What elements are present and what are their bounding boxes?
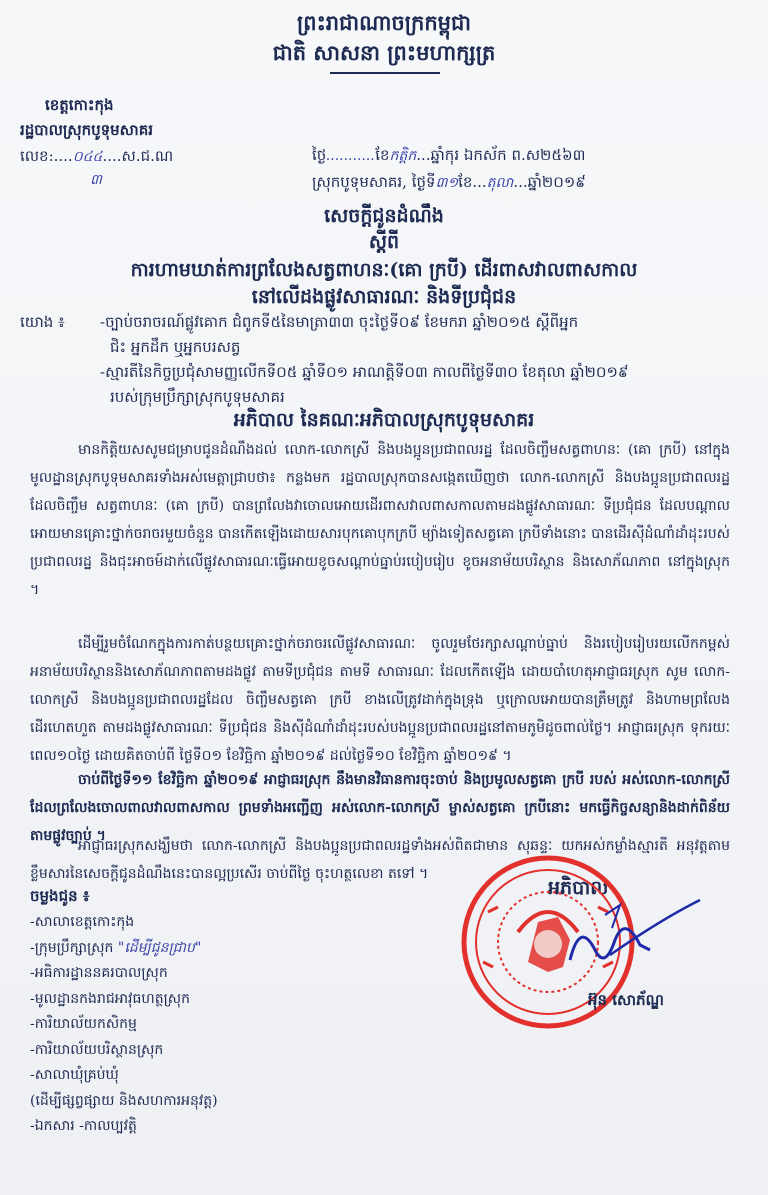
list-item: -អធិការដ្ឋាននគរបាលស្រុក	[30, 965, 168, 981]
list-item: -ក្រុមប្រឹក្សាស្រុក "ដើម្បីជូនជ្រាប"	[30, 939, 202, 956]
paragraph-3: ចាប់ពីថ្ងៃទី១១ ខែវិច្ឆិកា ឆ្នាំ២០១៩ អាជ្ញាធរស្រុក នឹងមានវិធានការចុះចាប់ និងប្រមូលសត្វគោ ក្របី របស់ អស់លោក-លោកស្រីដែលព្រលែងចោលពាលវាលពាសកាល ព្រមទាំងអញ្ជើញ អស់លោក-លោកស្រី ម្ចាស់សត្វគោ ក្របីនោះ មកធ្វើកិច្ចសន្យានិងដាក់ពិន័យតាមផ្លូវច្បាប់ ។	[30, 772, 730, 844]
notice-title: សេចក្តីជូនដំណឹង	[324, 205, 444, 227]
list-item: -ការិយាល័យបរិស្ថានស្រុក	[30, 1041, 164, 1058]
lunar-date: ថ្ងៃ...........ខែកត្តិក...ឆ្នាំកុរ ឯកស័ក ព.ស២៥៦៣	[312, 146, 586, 164]
reference-mark: ៣	[90, 172, 102, 188]
signatory-name: អ៊ុន សោភ័ណ្ឌ	[588, 991, 664, 1009]
list-item: -ការិយាល័យកសិកម្ម	[30, 1016, 137, 1032]
motto: ជាតិ សាសនា ព្រះមហាក្សត្រ	[272, 40, 496, 65]
reference-number: លេខ:....០៤៤....ស.ជ.ណ	[20, 147, 174, 165]
list-item: -សាលាឃុំគ្រប់ឃុំ	[30, 1067, 119, 1083]
reference-2-line-2: របស់ក្រុមប្រឹក្សាស្រុកបូទុមសាគរ	[110, 388, 285, 406]
copy-to-label: ចម្លងជូន ៖	[30, 887, 90, 905]
reference-1-line-2: ជិះ អ្នកដឹក ឬអ្នកបរសត្វ	[110, 338, 241, 356]
district-administration: រដ្ឋបាលស្រុកបូទុមសាគរ	[20, 121, 154, 139]
province-name: ខេត្តកោះកុង	[45, 96, 114, 114]
list-item: -សាលាខេត្តកោះកុង	[30, 914, 135, 930]
list-item: -មូលដ្ឋានកងរាជអាវុធហត្ថស្រុក	[30, 990, 190, 1007]
subject-label: ស្តីពី	[368, 231, 400, 253]
kingdom-title: ព្រះរាជាណាចក្រកម្ពុជា	[296, 10, 471, 35]
reference-1-line-1: -ច្បាប់ចរាចរណ៍ផ្លូវគោក ជំពូកទី៥នៃមាត្រា៣៣ ចុះថ្ងៃទី០៩ ខែមករា ឆ្នាំ២០១៥ ស្តីពីអ្នក	[100, 313, 579, 331]
governor-heading: អភិបាល នៃគណៈអភិបាលស្រុកបូទុមសាគរ	[233, 409, 535, 431]
distribution-list	[30, 910, 218, 1140]
paragraph-1: មានកិត្តិយសសូមជម្រាបជូនដំណឹងដល់ លោក-លោកស្រី និងបងប្អូនប្រជាពលរដ្ឋ ដែលចិញ្ចឹមសត្វពាហនៈ (គោ ក្របី) នៅក្នុងមូលដ្ឋានស្រុកបូទុមសាគរទាំងអស់មេត្តាជ្រាបថា៖ កន្លងមក រដ្ឋបាលស្រុកបានសង្កេតឃើញថា លោក-លោកស្រី និងបងប្អូនប្រជាពលរដ្ឋដែលចិញ្ចឹម សត្វពាហនៈ (គោ ក្របី) បានព្រលែងវាចោលអោយដើរពាសវាលពាសកាលតាមដងផ្លូវសាធារណៈ ទីប្រជុំជន ដែលបណ្តាលអោយមានគ្រោះថ្នាក់ចរាចរមួយចំនួន បានកើតឡើងដោយសារបុកគោបុកក្របី ម្យ៉ាងទៀតសត្វគោ ក្របីទាំងនោះ បានដើរស៊ីដំណាំដាំដុះរបស់ប្រជាពលរដ្ឋ និងជុះអាចម៍ដាក់លើផ្លូវសាធារណៈធ្វើអោយខូចសណ្តាប់ធ្នាប់របៀបរៀប ខូចអនាម័យបរិស្ថាន និងសោភ័ណភាព នៅក្នុងស្រុក ។	[30, 442, 730, 598]
subject-line-2: នៅលើដងផ្លូវសាធារណៈ និងទីប្រជុំជន	[251, 286, 517, 308]
list-item: (ដើម្បីផ្សព្វផ្សាយ និងសហការអនុវត្ត)	[30, 1092, 218, 1109]
subject-line-1: ការហាមឃាត់ការព្រលែងសត្វពាហនៈ(គោ ក្របី) ដើរពាសវាលពាសកាល	[130, 259, 638, 281]
paragraph-4: អាជ្ញាធរស្រុកសង្ឃឹមថា លោក-លោកស្រី និងបងប្អូនប្រជាពលរដ្ឋទាំងអស់ពិតជាមាន សុឆន្ទៈ យកអស់កម្លាំងស្មារតី អនុវត្តតាមខ្លឹមសារនៃសេចក្តីជូនដំណឹងនេះបានល្អប្រសើរ ចាប់ពីថ្ងៃ ចុះហត្ថលេខា តទៅ ។	[30, 838, 730, 882]
reference-label: យោង ៖	[20, 313, 65, 331]
signatory-title: អភិបាល	[548, 877, 609, 899]
signature-icon	[550, 880, 710, 980]
motto-divider	[330, 72, 440, 74]
paragraph-2: ដើម្បីរួមចំណែកក្នុងការកាត់បន្ថយគ្រោះថ្នាក់ចរាចរលើផ្លូវសាធារណៈ ចូលរួមថែរក្សាសណ្តាប់ធ្នាប់ និងរបៀបរៀបរយលើកកម្ពស់អនាម័យបរិស្ថាននិងសោភ័ណភាពតាមដងផ្លូវ តាមទីប្រជុំជន តាមទី សាធារណៈ ដែលកើតឡើង ដោយបាំហេតុអាជ្ញាធរស្រុក សូម លោក-លោកស្រី និងបងប្អូនប្រជាពលរដ្ឋដែល ចិញ្ចឹមសត្វគោ ក្របី ខាងលើត្រូវដាក់ក្នុងទ្រុង ឬក្រោលអោយបានត្រឹមត្រូវ និងហាមព្រលែងដើរហេតហួត តាមដងផ្លូវសាធារណៈ ទីប្រជុំជន និងស៊ីដំណាំដាំដុះរបស់បងប្អូនប្រជាពលរដ្ឋនៅតាមភូមិដូចពាល់ថ្ងៃ។ អាជ្ញាធរស្រុក ទុករយៈពេល១០ថ្ងៃ ដោយគិតចាប់ពី ថ្ងៃទី០១ ខែវិច្ឆិកា ឆ្នាំ២០១៩ ដល់ថ្ងៃទី១០ ខែវិច្ឆិកា ឆ្នាំ២០១៩ ។	[30, 636, 730, 764]
reference-2-line-1: -ស្មារតីនៃកិច្ចប្រជុំសាមញ្ញលើកទី០៥ ឆ្នាំទី០១ អាណត្តិទី០៣ កាលពីថ្ងៃទី៣០ ខែតុលា ឆ្នាំ២០១៩	[100, 363, 629, 381]
solar-date: ស្រុកបូទុមសាគរ, ថ្ងៃទី៣១ខែ...តុលា...ឆ្នាំ២០១៩	[312, 173, 586, 191]
list-item: -ឯកសារ -កាលប្បវត្តិ	[30, 1118, 137, 1134]
